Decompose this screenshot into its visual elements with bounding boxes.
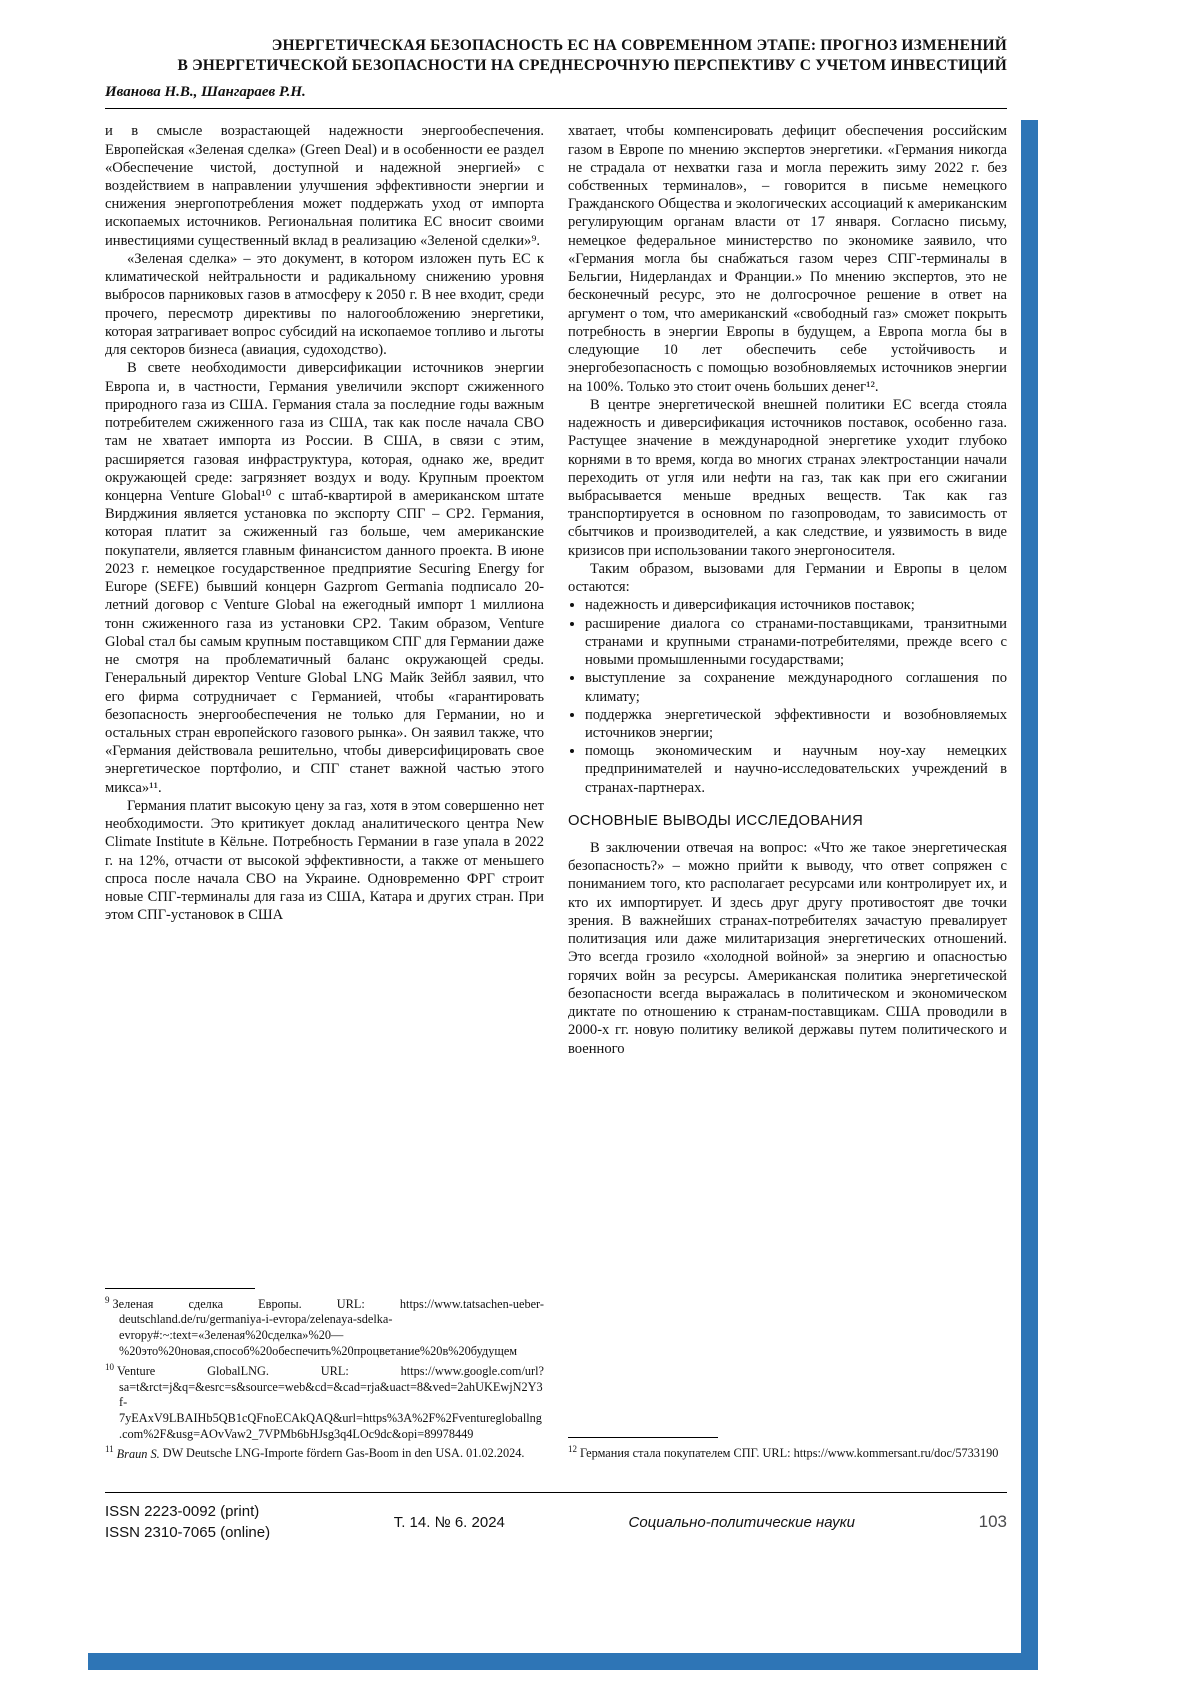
left-column [105,122,544,1464]
page-footer [105,1501,1007,1543]
paragraph: В заключении отвечая на вопрос: «Что же такое энергетическая безопасность?» – можно прийти к выводу, что ответ сопряжен с пониманием того, кто располагает ресурсами или контролирует их, и кто их импортирует. И здесь друг другу противостоят две точки зрения. В важнейших странах-потребителях зачастую превалирует политизация или даже милитаризация энергетических отношений. Это всегда грозило «холодной войной» за энергию и опасностью горячих войн за ресурсы. Американская политика энергетической безопасности всегда выражалась в политическом и экономическом диктате по отношению к странам-поставщикам. США проводили в 2000-х гг. новую политику великой державы путем политического и военного [568,839,1007,1057]
accent-bar-vertical [1021,120,1038,1670]
article-title [105,36,1007,76]
bullet-item: • выступление за сохранение международного соглашения по климату; [585,669,1007,705]
footnote [105,1295,544,1360]
paragraph: Германия платит высокую цену за газ, хотя в этом совершенно нет необходимости. Это критикует доклад аналитического центра New Climate Institute в Кёльне. Потребность Германии в газе упала в 2022 г. на 12%, отчасти от высокой эффективности, а также от меньшего спроса после начала СВО на Украине. Одновременно ФРГ строит новые СПГ-терминалы для газа из США, Катара и других стран. При этом СПГ-установок в США [105,797,544,924]
paragraph: В центре энергетической внешней политики ЕС всегда стояла надежность и диверсификация источников поставок, особенно газа. Растущее значение в международной энергетике уходит глубоко корнями в то время, когда во многих странах электростанции начали переходить от угля или нефти на газ, так как при его сжигании выбрасывается меньше вредных веществ. Так как газ транспортируется в основном по газопроводам, то зависимость от сбытчиков и производителей, а как следствие, и уязвимость в виде кризисов при использовании такого энергоносителя. [568,396,1007,559]
issn-online: ISSN 2310-7065 (online) [105,1524,271,1541]
bullet-item: • расширение диалога со странами-поставщиками, транзитными странами и крупными странами-потребителями, прежде всего с новыми промышленными государствами; [585,615,1007,670]
bullet-item: • помощь экономическим и научным ноу-хау немецких предпринимателей и научно-исследовательских учреждений в странах-партнерах. [585,742,1007,797]
section-heading: ОСНОВНЫЕ ВЫВОДЫ ИССЛЕДОВАНИЯ [568,812,864,829]
footnotes-right [568,1427,1007,1464]
footnote-text: Зеленая сделка Европы. URL: https://www.tatsachen-ueber-deutschland.de/ru/germaniya-i-evropa/zelenaya-sdelka-evropy#:~:text=«Зеленая%20сделка»%20—%20это%20новая,способ%20обеспечить%20процветание%20в%20будущем [112,1296,544,1358]
journal-name: Социально-политические науки [628,1513,856,1531]
issn-print: ISSN 2223-0092 (print) [105,1503,260,1520]
footnote-author: Braun S. [116,1446,160,1461]
volume-issue: Т. 14. № 6. 2024 [393,1513,505,1531]
header-divider [105,108,1007,109]
footnote-marker: 11 [105,1444,114,1455]
right-column [568,122,1007,1464]
footnote-separator [568,1437,718,1438]
footnote-text: DW Deutsche LNG-Importe fördern Gas-Boom in den USA. 01.02.2024. [162,1446,525,1461]
footnote [105,1444,544,1462]
article-title-line-2: В ЭНЕРГЕТИЧЕСКОЙ БЕЗОПАСНОСТИ НА СРЕДНЕСРОЧНУЮ ПЕРСПЕКТИВУ С УЧЕТОМ ИНВЕСТИЦИЙ [177,57,1007,75]
bullet-item: • поддержка энергетической эффективности и возобновляемых источников энергии; [585,706,1007,742]
paragraph: и в смысле возрастающей надежности энергообеспечения. Европейская «Зеленая сделка» (Green Deal) и в особенности ее раздел «Обеспечение чистой, доступной и надежной энергией» с воздействием в направлении улучшения эффективности энергии и снижения энергопотребления может поддержать уход от импорта ископаемых источников. Региональная политика ЕС вносит своими инвестициями существенный вклад в реализацию «Зеленой сделки»⁹. [105,123,544,249]
footer-divider [105,1492,1007,1493]
footnote-marker: 12 [568,1444,577,1455]
accent-bar-horizontal [88,1653,1038,1670]
running-head [105,36,1007,109]
footnote-text: Германия стала покупателем СПГ. URL: https://www.kommersant.ru/doc/5733190 [580,1446,999,1461]
footnote-marker: 10 [105,1361,114,1372]
article-title-line-1: ЭНЕРГЕТИЧЕСКАЯ БЕЗОПАСНОСТЬ ЕС НА СОВРЕМЕННОМ ЭТАПЕ: ПРОГНОЗ ИЗМЕНЕНИЙ [271,37,1007,54]
paragraph: Таким образом, вызовами для Германии и Европы в целом остаются: [568,560,1007,596]
footnote [105,1362,544,1443]
footnote-separator [105,1288,255,1289]
issn-block [105,1501,270,1543]
footnotes-left [105,1278,544,1465]
bullet-list [568,596,1007,797]
article-body [105,122,1007,1464]
footnote [568,1444,1007,1462]
authors: Иванова Н.В., Шангараев Р.Н. [105,84,306,101]
footnote-marker: 9 [105,1294,110,1305]
footnote-text: Venture GlobalLNG. URL: https://www.google.com/url?sa=t&rct=j&q=&esrc=s&source=web&cd=&cad=rja&uact=8&ved=2ahUKEwjN2Y3f-7yEAxV9LBAIHb5QB1cQFnoECAkQAQ&url=https%3A%2F%2Fventuregloballng.com%2F&usg=AOvVaw2_7VPMb6bHJsg3q4LOc9dc&opi=89978449 [117,1363,544,1441]
bullet-item: • надежность и диверсификация источников поставок; [585,596,1007,614]
paragraph: «Зеленая сделка» – это документ, в котором изложен путь ЕС к климатической нейтральности и радикальному снижению уровня выбросов парниковых газов в атмосферу к 2050 г. В нее входит, среди прочего, пересмотр директивы по налогообложению энергетики, которая затрагивает вопрос субсидий на ископаемое топливо и льготы для секторов бизнеса (авиация, судоходство). [105,250,544,359]
page-number: 103 [978,1512,1007,1531]
paragraph: В свете необходимости диверсификации источников энергии Европа и, в частности, Германия увеличили экспорт сжиженного природного газа из США. Германия стала за последние годы важным потребителем сжиженного газа из США, так как после начала СВО там не хватает импорта из России. В США, в связи с этим, расширяется газовая инфраструктура, которая, однако же, вредит окружающей среде: загрязняет воздух и воду. Крупным проектом концерна Venture Global¹⁰ с штаб-квартирой в американском штате Вирджиния является установка по экспорту СПГ – CP2. Германия, которая платит за сжиженный газ больше, чем американские покупатели, является главным финансистом данного проекта. В июне 2023 г. немецкое государственное предприятие Securing Energy for Europe (SEFE) бывший концерн Gazprom Germania подписало 20-летний договор с Venture Global на ежегодный импорт 1 миллиона тонн сжиженного газа из установки CP2. Таким образом, Venture Global стал бы самым крупным поставщиком СПГ для Германии даже не смотря на проблематичный баланс окружающей среды. Генеральный директор Venture Global LNG Майк Зейбл заявил, что его фирма сотрудничает с Германией, чтобы «гарантировать безопасность энергообеспечения не только для Германии, но и остальных стран европейского газового рынка». Он заявил также, что «Германия действовала решительно, чтобы диверсифицировать свое энергетическое портфолио, и СПГ станет важной частью этого микса»¹¹. [105,360,544,796]
page-content [105,36,1007,1464]
paragraph: хватает, чтобы компенсировать дефицит обеспечения российским газом в Европе по мнению экспертов энергетики. «Германия никогда не страдала от нехватки газа и могла пережить зиму 2022 г. без собственных терминалов», – говорится в письме немецкого Гражданского Общества и экологических ассоциаций к американским регулирующим органам власти от 17 января. Согласно письму, немецкое федеральное министерство по экономике заявило, что «Германия могла бы снабжаться газом через СПГ-терминалы в Бельгии, Нидерландах и Франции.» По мнению экспертов, это не бесконечный ресурс, это не долгосрочное решение в ответ на аргумент о том, что американский «свободный газ» сможет покрыть потребность в энергии Европы в будущем, а Европа могла бы в следующие 10 лет обеспечить себе устойчивость и энергобезопасность с помощью возобновляемых источников энергии на 100%. Только это стоит очень больших денег¹². [568,123,1007,395]
